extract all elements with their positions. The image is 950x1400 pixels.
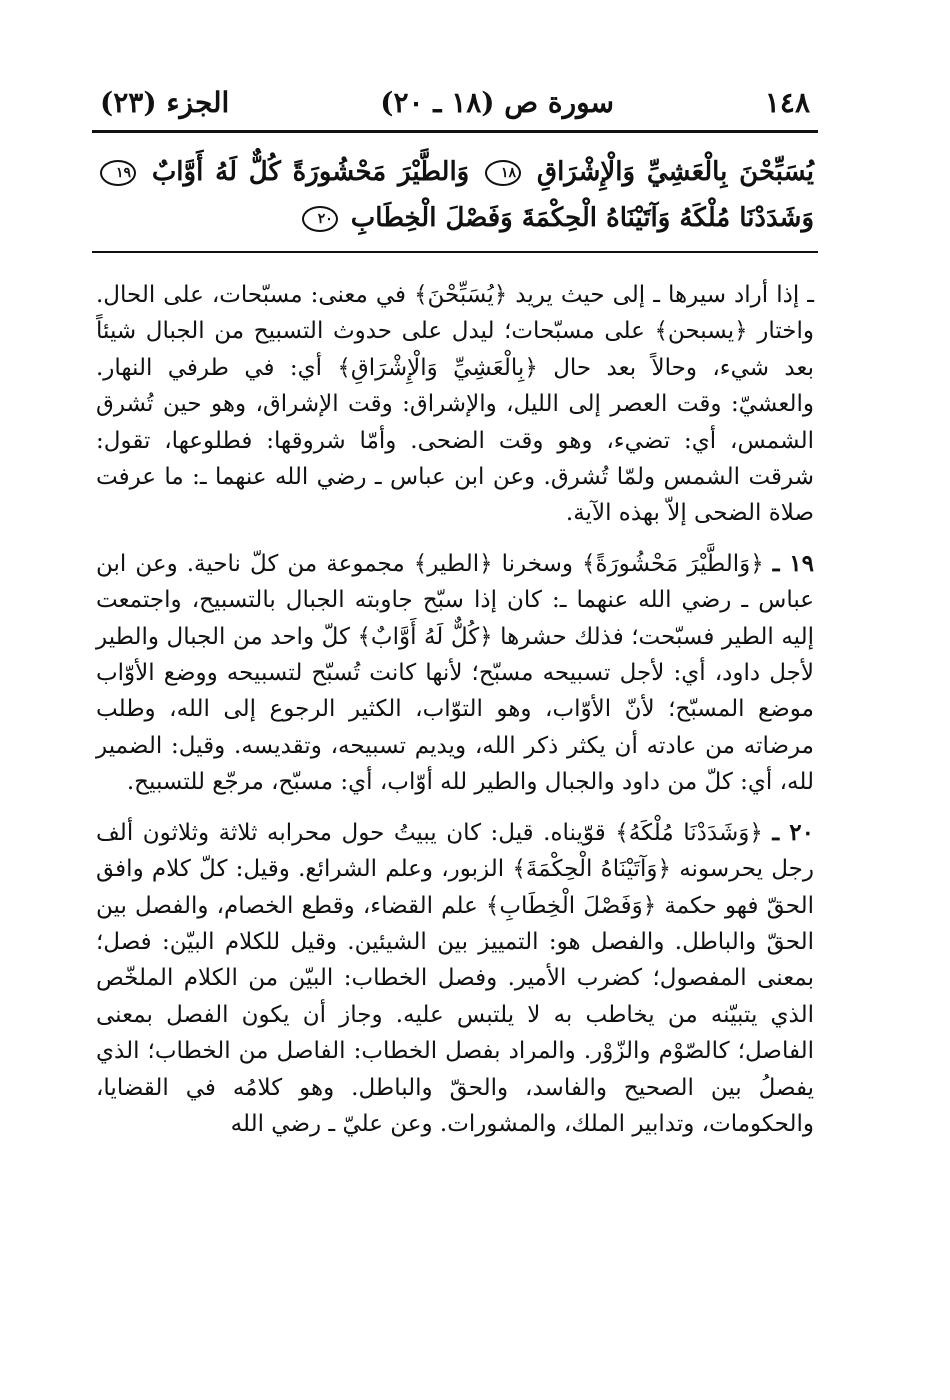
surah-reference: سورة ص (١٨ ـ ٢٠) (380, 86, 615, 119)
verse-number-marker: ١٨ (485, 160, 521, 186)
quran-verses-block (92, 133, 818, 253)
verse-reference-number: ١٩ ـ (772, 549, 814, 577)
verse-text: وَشَدَدْنَا مُلْكَهُ وَآتَيْنَاهُ الْحِكْمَةَ وَفَصْلَ الْخِطَابِ (350, 203, 814, 233)
juz-label: الجزء (٢٣) (100, 86, 230, 119)
book-page (92, 86, 818, 1156)
commentary-paragraph (92, 277, 818, 532)
verse-text: وَالطَّيْرَ مَحْشُورَةً كُلٌّ لَهُ أَوَّابٌ (151, 157, 470, 187)
commentary-text: ﴿وَشَدَدْنَا مُلْكَهُ﴾ قوّيناه. قيل: كان يبيتُ حول محرابه ثلاثة وثلاثون ألف رجل يحرسونه ﴿وَآتَيْنَاهُ الْحِكْمَةَ﴾ الزبور، وعلم الشرائع. وقيل: كلّ كلام وافق الحقّ فهو حكمة ﴿وَفَصْلَ الْخِطَابِ﴾ علم القضاء، وقطع الخصام، والفصل بين الحقّ والباطل. والفصل هو: التمييز بين الشيئين. وقيل للكلام البيّن: فصل؛ بمعنى المفصول؛ كضرب الأمير. وفصل الخطاب: البيّن من الكلام الملخّص الذي يتبيّنه من يخاطب به لا يلتبس عليه. وجاز أن يكون الفصل بمعنى الفاصل؛ كالصّوْم والزّوْر. والمراد بفصل الخطاب: الفاصل من الخطاب؛ الذي يفصلُ بين الصحيح والفاسد، والحقّ والباطل. وهو كلامُه في القضايا، والحكومات، وتدابير الملك، والمشورات. وعن عليّ ـ رضي الله (96, 819, 814, 1137)
commentary-text: ـ إذا أراد سيرها ـ إلى حيث يريد ﴿يُسَبِّحْنَ﴾ في معنى: مسبّحات، على الحال. واختار ﴿يسبحن﴾ على مسبّحات؛ ليدل على حدوث التسبيح من الجبال شيئاً بعد شيء، وحالاً بعد حال ﴿بِالْعَشِيِّ وَالْإِشْرَاقِ﴾ أي: في طرفي النهار. والعشيّ: وقت العصر إلى الليل، والإشراق: وقت الإشراق، وهو حين تُشرق الشمس، أي: تضيء، وهو وقت الضحى. وأمّا شروقها: فطلوعها، تقول: شرقت الشمس ولمّا تُشرق. وعن ابن عباس ـ رضي الله عنهما ـ: ما عرفت صلاة الضحى إلاّ بهذه الآية. (96, 282, 814, 527)
commentary-paragraph (92, 815, 818, 1143)
commentary-text: ﴿وَالطَّيْرَ مَحْشُورَةً﴾ وسخرنا ﴿الطير﴾ مجموعة من كلّ ناحية. وعن ابن عباس ـ رضي الله عنهما ـ: كان إذا سبّح جاوبته الجبال بالتسبيح، واجتمعت إليه الطير فسبّحت؛ فذلك حشرها ﴿كُلٌّ لَهُ أَوَّابٌ﴾ كلّ واحد من الجبال والطير لأجل داود، أي: لأجل تسبيحه مسبّح؛ لأنها كانت تُسبّح لتسبيحه ووضع الأوّاب موضع المسبّح؛ لأنّ الأوّاب، وهو التوّاب، الكثير الرجوع إلى الله، وطلب مرضاته من عادته أن يكثر ذكر الله، ويديم تسبيحه، وتقديسه. وقيل: الضمير لله، أي: كلّ من داود والجبال والطير لله أوّاب، أي: مسبّح، مرجّع للتسبيح. (96, 550, 814, 796)
verse-number-marker: ١٩ (100, 160, 136, 186)
verse-text: يُسَبِّحْنَ بِالْعَشِيِّ وَالْإِشْرَاقِ (536, 157, 814, 187)
commentary-body (92, 253, 818, 1142)
commentary-paragraph (92, 546, 818, 801)
page-number: ١٤٨ (764, 86, 810, 119)
verse-reference-number: ٢٠ ـ (772, 818, 814, 846)
running-header (92, 86, 818, 133)
verse-number-marker: ٢٠ (302, 206, 338, 232)
